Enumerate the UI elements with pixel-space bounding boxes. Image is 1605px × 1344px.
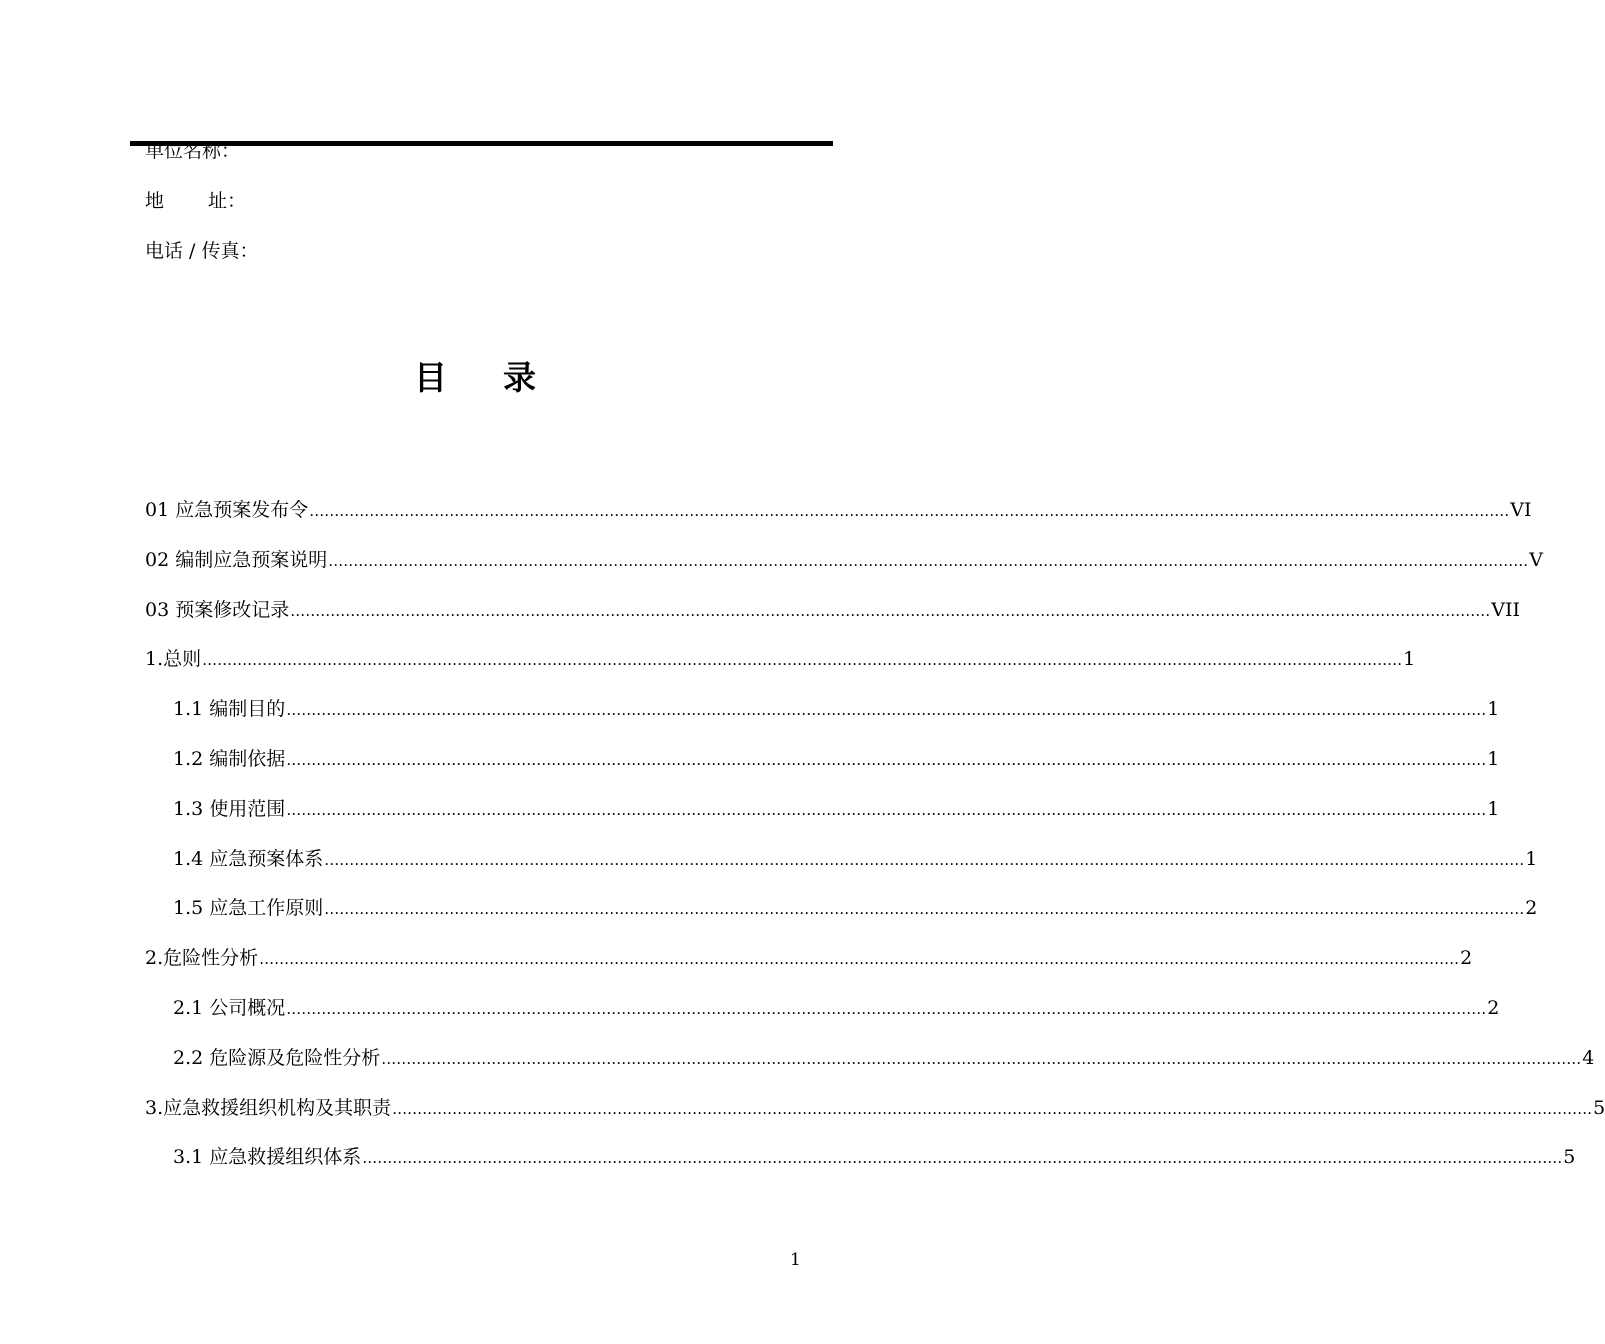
page-number: 1 (790, 1250, 801, 1270)
toc-entry-page: VII (1491, 598, 1520, 621)
address-label-b: 址： (208, 190, 247, 212)
toc-entry[interactable] (145, 745, 1500, 795)
toc-entry-page: 1 (1487, 797, 1500, 820)
toc-entry[interactable] (145, 894, 1538, 944)
toc-entry-label: 02 编制应急预案说明 (145, 548, 328, 571)
toc-leader-dots: …………………………………………………………………………………………………………………………………………………………………………………………………………………… (309, 502, 1510, 520)
toc-leader-dots: …………………………………………………………………………………………………………………………………………………………………………………………………………………… (259, 950, 1460, 969)
toc-entry[interactable] (145, 944, 1473, 994)
toc-entry[interactable] (145, 496, 1532, 546)
toc-entry-label: 2.危险性分析 (145, 947, 259, 970)
toc-leader-dots: …………………………………………………………………………………………………………………………………………………………………………………………………………………… (290, 601, 1491, 620)
toc-entry-page: 2 (1460, 947, 1473, 970)
toc-entry-label: 03 预案修改记录 (145, 598, 290, 621)
toc-entry-label: 3.1 应急救援组织体系 (173, 1146, 362, 1169)
toc-leader-dots: …………………………………………………………………………………………………………………………………………………………………………………………………………………… (381, 1049, 1582, 1068)
toc-leader-dots: …………………………………………………………………………………………………………………………………………………………………………………………………………………… (286, 750, 1487, 769)
toc-leader-dots: …………………………………………………………………………………………………………………………………………………………………………………………………………………… (328, 551, 1529, 570)
toc-entry-label: 01 应急预案发布令 (145, 499, 309, 521)
toc-entry[interactable] (145, 1094, 1605, 1144)
toc-entry[interactable] (145, 994, 1500, 1044)
toc-entry-label: 1.总则 (145, 648, 202, 671)
toc-entry[interactable] (145, 1044, 1595, 1094)
toc-leader-dots: …………………………………………………………………………………………………………………………………………………………………………………………………………………… (324, 900, 1525, 919)
toc-leader-dots: …………………………………………………………………………………………………………………………………………………………………………………………………………………… (392, 1099, 1593, 1118)
toc-entry-page: 5 (1593, 1096, 1605, 1119)
toc-entry[interactable] (145, 695, 1500, 745)
toc-entry-page: 2 (1487, 996, 1500, 1019)
address-label-a: 地 (145, 190, 165, 212)
toc-entry-page: 1 (1487, 698, 1500, 721)
toc-leader-dots: …………………………………………………………………………………………………………………………………………………………………………………………………………………… (362, 1149, 1563, 1168)
toc-entry-label: 1.2 编制依据 (173, 747, 286, 770)
toc-entry-label: 2.1 公司概况 (173, 996, 286, 1019)
toc-entry-page: 1 (1487, 747, 1500, 770)
toc-entry-page: 1 (1525, 847, 1538, 870)
toc-entry-page: 4 (1582, 1046, 1595, 1069)
toc-entry-page: 2 (1525, 897, 1538, 920)
toc-entry-label: 2.2 危险源及危险性分析 (173, 1046, 381, 1069)
toc-entry-page: VI (1510, 499, 1532, 521)
unit-name-label: 单位名称： (145, 140, 241, 162)
toc-entry-page: V (1529, 548, 1543, 571)
toc-entry[interactable] (145, 845, 1538, 895)
toc-entry-page: 1 (1403, 648, 1416, 671)
toc-leader-dots: …………………………………………………………………………………………………………………………………………………………………………………………………………………… (324, 850, 1525, 869)
toc-entry[interactable] (145, 645, 1416, 695)
toc-entry[interactable] (145, 795, 1500, 845)
toc-entry-label: 3.应急救援组织机构及其职责 (145, 1096, 392, 1119)
toc-title (0, 352, 950, 399)
toc-title-b: 录 (503, 358, 536, 397)
toc-entry[interactable] (145, 596, 1520, 646)
toc-leader-dots: …………………………………………………………………………………………………………………………………………………………………………………………………………………… (202, 651, 1403, 670)
toc-entry-label: 1.5 应急工作原则 (173, 897, 324, 920)
toc-entry-page: 5 (1563, 1146, 1576, 1169)
toc-entry-label: 1.4 应急预案体系 (173, 847, 324, 870)
toc-leader-dots: …………………………………………………………………………………………………………………………………………………………………………………………………………………… (286, 999, 1487, 1018)
toc-leader-dots: …………………………………………………………………………………………………………………………………………………………………………………………………………………… (286, 800, 1487, 819)
toc-entry[interactable] (145, 1143, 1576, 1193)
toc-entry-label: 1.3 使用范围 (173, 797, 286, 820)
toc-leader-dots: …………………………………………………………………………………………………………………………………………………………………………………………………………………… (286, 701, 1487, 720)
toc-entry-label: 1.1 编制目的 (173, 698, 286, 721)
toc-entry[interactable] (145, 546, 1543, 596)
phone-fax-label: 电话 / 传真： (145, 240, 259, 262)
address-label (145, 189, 246, 213)
toc-title-a: 目 (414, 358, 447, 397)
table-of-contents (145, 496, 1605, 1193)
